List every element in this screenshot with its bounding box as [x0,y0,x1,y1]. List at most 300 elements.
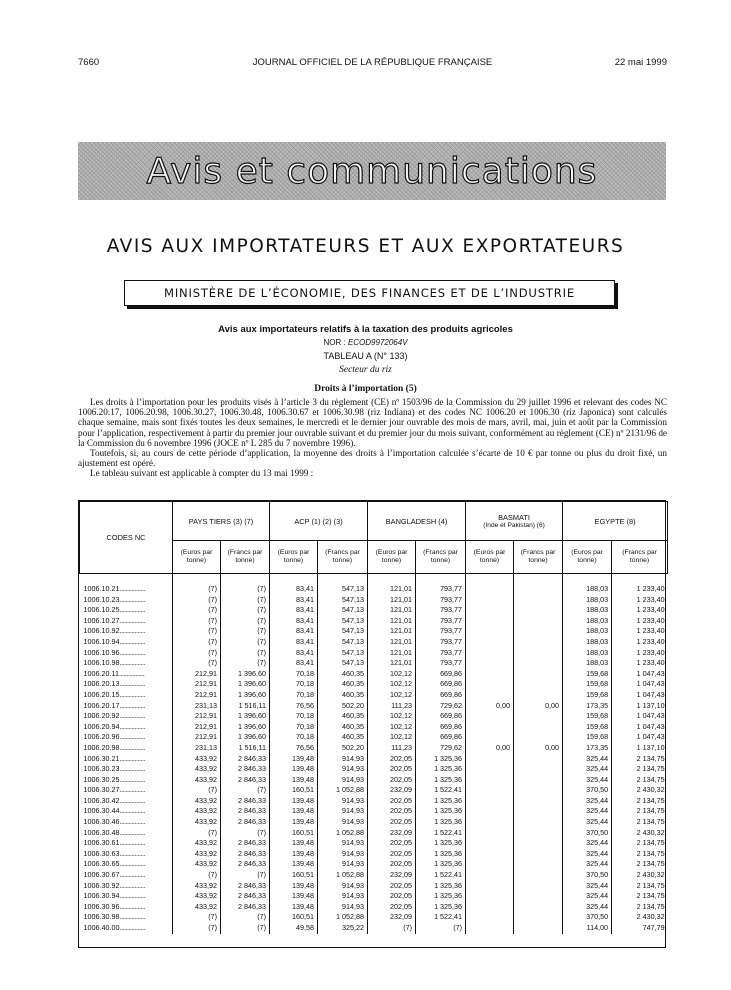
table-row [80,701,668,712]
duty-cell [466,616,514,627]
duty-cell: 188,03 [563,637,612,648]
duty-cell: 202,05 [368,775,416,786]
duty-cell: 325,44 [563,764,612,775]
duty-cell: (7) [173,912,221,923]
nc-code [80,817,173,828]
duty-cell: 159,68 [563,669,612,680]
nc-code-value: 1006.10.96 [83,647,120,657]
nc-code-value: 1006.30.44 [83,806,120,816]
duty-cell: (7) [173,658,221,669]
duty-cell: 2 134,75 [612,891,668,902]
duty-cell: 547,13 [318,648,368,659]
duty-cell: 1 396,60 [221,732,270,743]
nc-code-value: 1006.20.13 [83,679,120,689]
leader-dots: ................. [119,742,145,752]
duty-cell [466,817,514,828]
table-row [80,732,668,743]
leader-dots: ................. [119,700,145,710]
duty-cell: 121,01 [368,648,416,659]
nc-code-value: 1006.30.23 [83,764,120,774]
table-row [80,637,668,648]
duty-cell: 139,48 [270,881,318,892]
sector-label: Secteur du riz [339,365,392,375]
group-header-basmati [466,502,563,541]
duty-cell: 212,91 [173,711,221,722]
unit-euro-header: (Euros par tonne) [563,541,612,574]
table-row [80,849,668,860]
duty-cell: 325,44 [563,775,612,786]
duty-cell [466,838,514,849]
duty-cell: 159,68 [563,679,612,690]
duty-cell [466,754,514,765]
duty-cell [514,775,563,786]
duty-cell: 2 846,33 [221,902,270,913]
nc-code [80,616,173,627]
duty-cell: (7) [173,923,221,934]
duty-cell [514,849,563,860]
duty-cell: 325,44 [563,817,612,828]
duty-cell: 460,35 [318,732,368,743]
nc-code [80,806,173,817]
duty-cell: 1 396,60 [221,679,270,690]
duty-cell: 2 846,33 [221,775,270,786]
duty-cell: 669,86 [416,732,466,743]
nc-code [80,637,173,648]
duty-cell: 460,35 [318,679,368,690]
duty-cell: 202,05 [368,806,416,817]
nc-code [80,870,173,881]
duty-cell: 1 233,40 [612,658,668,669]
leader-dots: ................. [119,838,145,848]
duties-table [78,500,666,948]
nc-code-value: 1006.10.23 [83,594,120,604]
duty-cell: 1 233,40 [612,595,668,606]
duty-cell: 212,91 [173,679,221,690]
duty-cell [466,806,514,817]
duty-cell: 83,41 [270,637,318,648]
duty-cell: 212,91 [173,732,221,743]
table-row [80,679,668,690]
duty-cell: 2 134,75 [612,775,668,786]
duty-cell: 160,51 [270,912,318,923]
duty-cell [466,732,514,743]
leader-dots: ................. [119,711,145,721]
duty-cell: 1 233,40 [612,574,668,595]
leader-dots: ................. [119,647,145,657]
nc-code-value: 1006.20.96 [83,732,120,742]
nc-code [80,881,173,892]
duty-cell: 1 522,41 [416,912,466,923]
duty-cell: (7) [368,923,416,934]
duty-cell: 1 396,60 [221,690,270,701]
duty-cell [514,923,563,934]
duty-cell: 1 047,43 [612,669,668,680]
duty-cell: 1 052,88 [318,785,368,796]
duty-cell [466,785,514,796]
duty-cell: (7) [221,605,270,616]
duty-cell: 669,86 [416,711,466,722]
duty-cell [466,828,514,839]
duty-cell [466,605,514,616]
nc-code [80,859,173,870]
nc-code-value: 1006.30.46 [83,817,120,827]
duty-cell [466,859,514,870]
duty-cell: 232,09 [368,870,416,881]
nc-code-value: 1006.10.25 [83,605,120,615]
unit-franc-header: (Francs par tonne) [221,541,270,574]
duty-cell [514,881,563,892]
nc-code-value: 1006.30.21 [83,753,120,763]
duty-cell: 111,23 [368,701,416,712]
duty-cell: 914,93 [318,817,368,828]
duty-cell: 433,92 [173,806,221,817]
duty-cell: 325,44 [563,891,612,902]
leader-dots: ................. [119,901,145,911]
duty-cell: 188,03 [563,658,612,669]
duty-cell: 202,05 [368,796,416,807]
duty-cell [466,902,514,913]
banner-title: Avis et communications [146,150,598,192]
duty-cell: 914,93 [318,838,368,849]
duty-cell: 1 325,36 [416,881,466,892]
duty-cell [514,764,563,775]
duty-cell: 460,35 [318,690,368,701]
duty-cell: 121,01 [368,616,416,627]
duty-cell: 433,92 [173,764,221,775]
section-banner [78,142,666,200]
nc-code-value: 1006.30.96 [83,901,120,911]
duty-cell: 231,13 [173,743,221,754]
duty-cell [466,849,514,860]
nc-code [80,743,173,754]
duty-cell: 76,56 [270,743,318,754]
duty-cell: 2 846,33 [221,817,270,828]
duty-cell: 202,05 [368,754,416,765]
leader-dots: ................. [118,668,145,678]
nc-code-value: 1006.30.25 [83,774,120,784]
leader-dots: ................. [119,679,145,689]
duty-cell: (7) [173,595,221,606]
duty-cell [514,595,563,606]
nc-code-value: 1006.10.92 [83,626,120,636]
duty-cell: 547,13 [318,658,368,669]
duty-cell: 1 522,41 [416,828,466,839]
duty-cell [466,574,514,595]
table-row [80,859,668,870]
table-row [80,785,668,796]
duty-cell: 2 134,75 [612,817,668,828]
table-row [80,669,668,680]
duty-cell: 159,68 [563,732,612,743]
table-row [80,891,668,902]
duty-cell: 1 325,36 [416,891,466,902]
duty-cell: (7) [173,616,221,627]
duty-cell: (7) [173,870,221,881]
duty-cell: 121,01 [368,605,416,616]
duty-cell: 547,13 [318,605,368,616]
nc-code [80,648,173,659]
duty-cell [466,690,514,701]
nc-code-value: 1006.30.98 [83,912,120,922]
nc-code [80,574,173,595]
duty-cell: 202,05 [368,891,416,902]
duty-cell: (7) [221,870,270,881]
nc-code [80,838,173,849]
duty-cell: 1 052,88 [318,912,368,923]
duty-cell: 1 325,36 [416,838,466,849]
nor-code: ECOD9972064V [347,338,408,347]
duty-cell: 83,41 [270,595,318,606]
duty-cell: 370,50 [563,828,612,839]
duty-cell: 102,12 [368,711,416,722]
duty-cell: (7) [221,648,270,659]
nc-code-value: 1006.30.42 [83,795,120,805]
duty-cell: 2 430,32 [612,912,668,923]
duty-cell: 1 233,40 [612,637,668,648]
table-row [80,796,668,807]
table-row [80,605,668,616]
nc-code-value: 1006.30.67 [83,870,120,880]
table-row [80,754,668,765]
duty-cell: 2 846,33 [221,796,270,807]
duty-cell [466,595,514,606]
duty-cell: 1 522,41 [416,785,466,796]
duty-cell [514,828,563,839]
duty-cell: 1 137,10 [612,701,668,712]
duty-cell: 325,44 [563,806,612,817]
duty-cell [466,881,514,892]
nc-code [80,722,173,733]
duty-cell: 121,01 [368,658,416,669]
duty-cell: 433,92 [173,902,221,913]
table-row [80,658,668,669]
nc-code [80,891,173,902]
codes-header: CODES NC [80,502,173,574]
duty-cell: 1 047,43 [612,722,668,733]
leader-dots: ................. [119,880,145,890]
unit-euro-header: (Euros par tonne) [173,541,221,574]
duty-cell: (7) [221,574,270,595]
duty-cell: (7) [173,574,221,595]
duty-cell: 2 846,33 [221,838,270,849]
duty-cell: 547,13 [318,595,368,606]
duty-cell: (7) [221,828,270,839]
duty-cell: 325,44 [563,796,612,807]
table-row [80,690,668,701]
duty-cell: 1 325,36 [416,817,466,828]
nc-code-value: 1006.10.98 [83,658,120,668]
nc-code [80,775,173,786]
nc-code-value: 1006.30.92 [83,880,120,890]
nc-code [80,754,173,765]
page-number: 7660 [78,57,100,68]
duty-cell: 2 134,75 [612,849,668,860]
duty-cell: (7) [173,785,221,796]
duty-cell: 370,50 [563,785,612,796]
duty-cell: (7) [416,923,466,934]
duty-cell: 1 325,36 [416,806,466,817]
duty-cell: 433,92 [173,796,221,807]
duty-cell: 1 396,60 [221,722,270,733]
duty-cell: 111,23 [368,743,416,754]
duty-cell: (7) [221,637,270,648]
leader-dots: ................. [119,753,145,763]
duty-cell: 2 134,75 [612,859,668,870]
duty-cell: 139,48 [270,838,318,849]
duty-cell: 370,50 [563,870,612,881]
group-header: ACP (1) (2) (3) [270,502,368,541]
duty-cell: 83,41 [270,574,318,595]
duty-cell: 914,93 [318,775,368,786]
duty-cell [514,690,563,701]
duty-cell: 188,03 [563,595,612,606]
duty-cell: 202,05 [368,881,416,892]
leader-dots: ................. [119,891,145,901]
nc-code [80,658,173,669]
group-header: PAYS TIERS (3) (7) [173,502,270,541]
duty-cell: 460,35 [318,669,368,680]
duty-cell: 121,01 [368,574,416,595]
duty-cell: 2 846,33 [221,849,270,860]
duty-cell: 139,48 [270,764,318,775]
duty-cell: 2 846,33 [221,806,270,817]
duty-cell: (7) [221,658,270,669]
nc-code [80,912,173,923]
duty-cell [466,891,514,902]
duty-cell: 2 430,32 [612,785,668,796]
duty-cell: 729,62 [416,743,466,754]
duty-cell: 325,44 [563,754,612,765]
nc-code [80,669,173,680]
duty-cell: 793,77 [416,605,466,616]
duty-cell: 433,92 [173,754,221,765]
duty-cell: 1 233,40 [612,605,668,616]
duty-cell: 70,18 [270,732,318,743]
duty-cell: 502,20 [318,743,368,754]
nc-code-value: 1006.30.63 [83,848,120,858]
issue-date: 22 mai 1999 [614,57,667,68]
duty-cell: 202,05 [368,902,416,913]
nc-code [80,828,173,839]
duty-cell: 1 396,60 [221,669,270,680]
section-heading: Droits à l’importation (5) [314,384,417,394]
duty-cell: 0,00 [466,701,514,712]
ministry-box: MINISTÈRE DE L’ÉCONOMIE, DES FINANCES ET DE L’INDUSTRIE [124,280,615,306]
leader-dots: ................. [119,785,145,795]
duty-cell [514,859,563,870]
duty-cell [514,711,563,722]
duty-cell: 83,41 [270,616,318,627]
leader-dots: ................. [119,859,145,869]
duty-cell: 0,00 [514,701,563,712]
duty-cell: 2 846,33 [221,764,270,775]
nc-code-value: 1006.30.65 [83,859,120,869]
duty-cell: 669,86 [416,679,466,690]
duty-cell: 793,77 [416,658,466,669]
duty-cell: 231,13 [173,701,221,712]
duty-cell: 159,68 [563,690,612,701]
duty-cell [514,902,563,913]
table-row [80,722,668,733]
paragraph: Le tableau suivant est applicable à compter du 13 mai 1999 : [90,468,314,479]
duty-cell: 1 325,36 [416,754,466,765]
nc-code [80,764,173,775]
leader-dots: ................. [119,721,145,731]
table-row [80,923,668,934]
duty-cell: 1 233,40 [612,648,668,659]
duty-cell [514,785,563,796]
duty-cell: 669,86 [416,690,466,701]
duty-cell: 139,48 [270,775,318,786]
duty-cell: 139,48 [270,891,318,902]
duty-cell: 914,93 [318,754,368,765]
duty-cell: 2 134,75 [612,838,668,849]
table-row [80,574,668,595]
nc-code-value: 1006.30.27 [83,785,120,795]
duty-cell: 433,92 [173,838,221,849]
duty-cell [514,648,563,659]
duty-cell: 102,12 [368,732,416,743]
duty-cell: 547,13 [318,637,368,648]
nc-code-value: 1006.20.92 [83,711,120,721]
duty-cell: 0,00 [466,743,514,754]
duty-cell: (7) [173,828,221,839]
duty-cell: 914,93 [318,902,368,913]
duty-cell: 0,00 [514,743,563,754]
nc-code [80,679,173,690]
duty-cell [514,912,563,923]
duty-cell: 1 047,43 [612,679,668,690]
duty-cell: (7) [221,616,270,627]
duty-cell [466,648,514,659]
duty-cell [514,616,563,627]
duty-cell: 793,77 [416,616,466,627]
duty-cell: 325,44 [563,902,612,913]
duty-cell: 139,48 [270,806,318,817]
unit-euro-header: (Euros par tonne) [368,541,416,574]
duty-cell: 202,05 [368,817,416,828]
duty-cell: (7) [173,648,221,659]
nc-code [80,923,173,934]
leader-dots: ................. [119,689,145,699]
duty-cell: 1 047,43 [612,690,668,701]
duty-cell: 433,92 [173,849,221,860]
duty-cell [466,923,514,934]
duty-cell: 188,03 [563,605,612,616]
duty-cell: 121,01 [368,626,416,637]
duty-cell: 1 052,88 [318,828,368,839]
duty-cell: 2 134,75 [612,881,668,892]
leader-dots: ................. [119,923,145,932]
duty-cell: 325,44 [563,849,612,860]
group-subtitle: (Inde et Pakistan) (6) [483,521,545,529]
nor-reference [0,338,731,347]
nc-code-value: 1006.30.94 [83,891,120,901]
duty-cell: 139,48 [270,796,318,807]
leader-dots: ................. [119,584,145,593]
nc-code [80,796,173,807]
leader-dots: ................. [119,806,145,816]
duty-cell: 102,12 [368,669,416,680]
table-row [80,595,668,606]
duty-cell [514,637,563,648]
nc-code [80,732,173,743]
duty-cell: 159,68 [563,711,612,722]
duty-cell: 139,48 [270,859,318,870]
leader-dots: ................. [119,817,145,827]
duty-cell [514,838,563,849]
duty-cell: 202,05 [368,859,416,870]
